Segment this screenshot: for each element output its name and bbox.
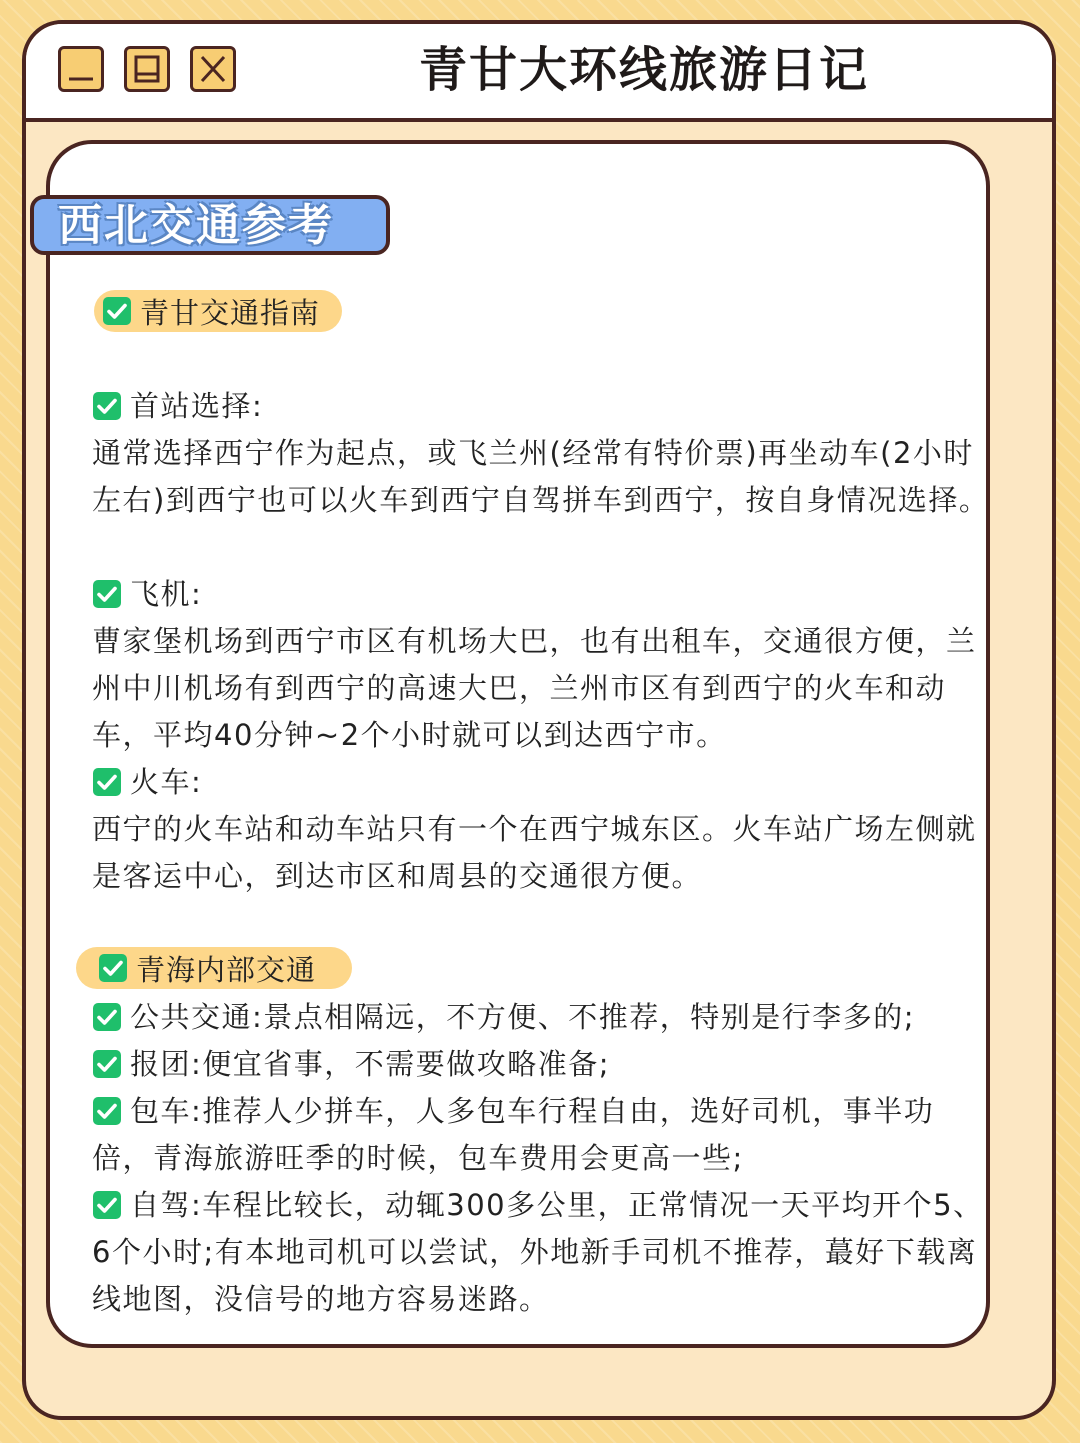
- check-box-icon: [92, 1049, 122, 1079]
- title-bar: [26, 24, 1052, 122]
- minimize-icon: [61, 49, 101, 89]
- internal-item: [92, 1182, 992, 1323]
- internal-item: [92, 994, 992, 1041]
- check-box-icon: [92, 391, 122, 421]
- guide-item-label: [92, 383, 992, 430]
- guide-heading-label: 青甘交通指南: [140, 295, 321, 330]
- close-button[interactable]: [190, 46, 236, 92]
- window-title: 青甘大环线旅游日记: [418, 42, 869, 98]
- internal-item-text: 公共交通:景点相隔远，不方便、不推荐，特别是行李多的;: [130, 1000, 916, 1034]
- guide-item-title: 首站选择:: [130, 389, 264, 423]
- internal-item-text: 自驾:车程比较长，动辄300多公里，正常情况一天平均开个5、6个小时;有本地司机可以尝试，外地新手司机不推荐，蕞好下载离线地图，没信号的地方容易迷路。: [92, 1188, 984, 1316]
- internal-heading: [76, 947, 352, 989]
- guide-item-label: [92, 571, 992, 618]
- guide-heading: [94, 290, 342, 332]
- guide-item-text: 通常选择西宁作为起点，或飞兰州(经常有特价票)再坐动车(2小时左右)到西宁也可以火车到西宁自驾拼车到西宁，按自身情况选择。: [92, 436, 990, 517]
- guide-item-title: 飞机:: [130, 577, 203, 611]
- guide-item-text: 西宁的火车站和动车站只有一个在西宁城东区。火车站广场左侧就是客运中心，到达市区和周县的交通很方便。: [92, 812, 977, 893]
- check-box-icon: [92, 1096, 122, 1126]
- maximize-button[interactable]: [124, 46, 170, 92]
- guide-item-title: 火车:: [130, 765, 203, 799]
- close-icon: [193, 49, 233, 89]
- internal-item: [92, 1041, 992, 1088]
- section-title-tag: [30, 195, 390, 255]
- check-box-icon: [92, 1002, 122, 1032]
- check-box-icon: [98, 953, 128, 983]
- check-box-icon: [92, 767, 122, 797]
- maximize-icon: [127, 49, 167, 89]
- check-box-icon: [92, 1190, 122, 1220]
- internal-item: [92, 1088, 992, 1182]
- internal-item-text: 报团:便宜省事，不需要做攻略准备;: [130, 1047, 611, 1081]
- guide-item-label: [92, 759, 992, 806]
- minimize-button[interactable]: [58, 46, 104, 92]
- section-title: 西北交通参考: [58, 200, 334, 251]
- internal-heading-label: 青海内部交通: [136, 952, 317, 987]
- check-box-icon: [102, 296, 132, 326]
- check-box-icon: [92, 579, 122, 609]
- guide-item-text: 曹家堡机场到西宁市区有机场大巴，也有出租车，交通很方便，兰州中川机场有到西宁的高速大巴，兰州市区有到西宁的火车和动车，平均40分钟~2个小时就可以到达西宁市。: [92, 624, 977, 752]
- internal-item-text: 包车:推荐人少拼车，人多包车行程自由，选好司机，事半功倍，青海旅游旺季的时候，包车费用会更高一些;: [92, 1094, 935, 1175]
